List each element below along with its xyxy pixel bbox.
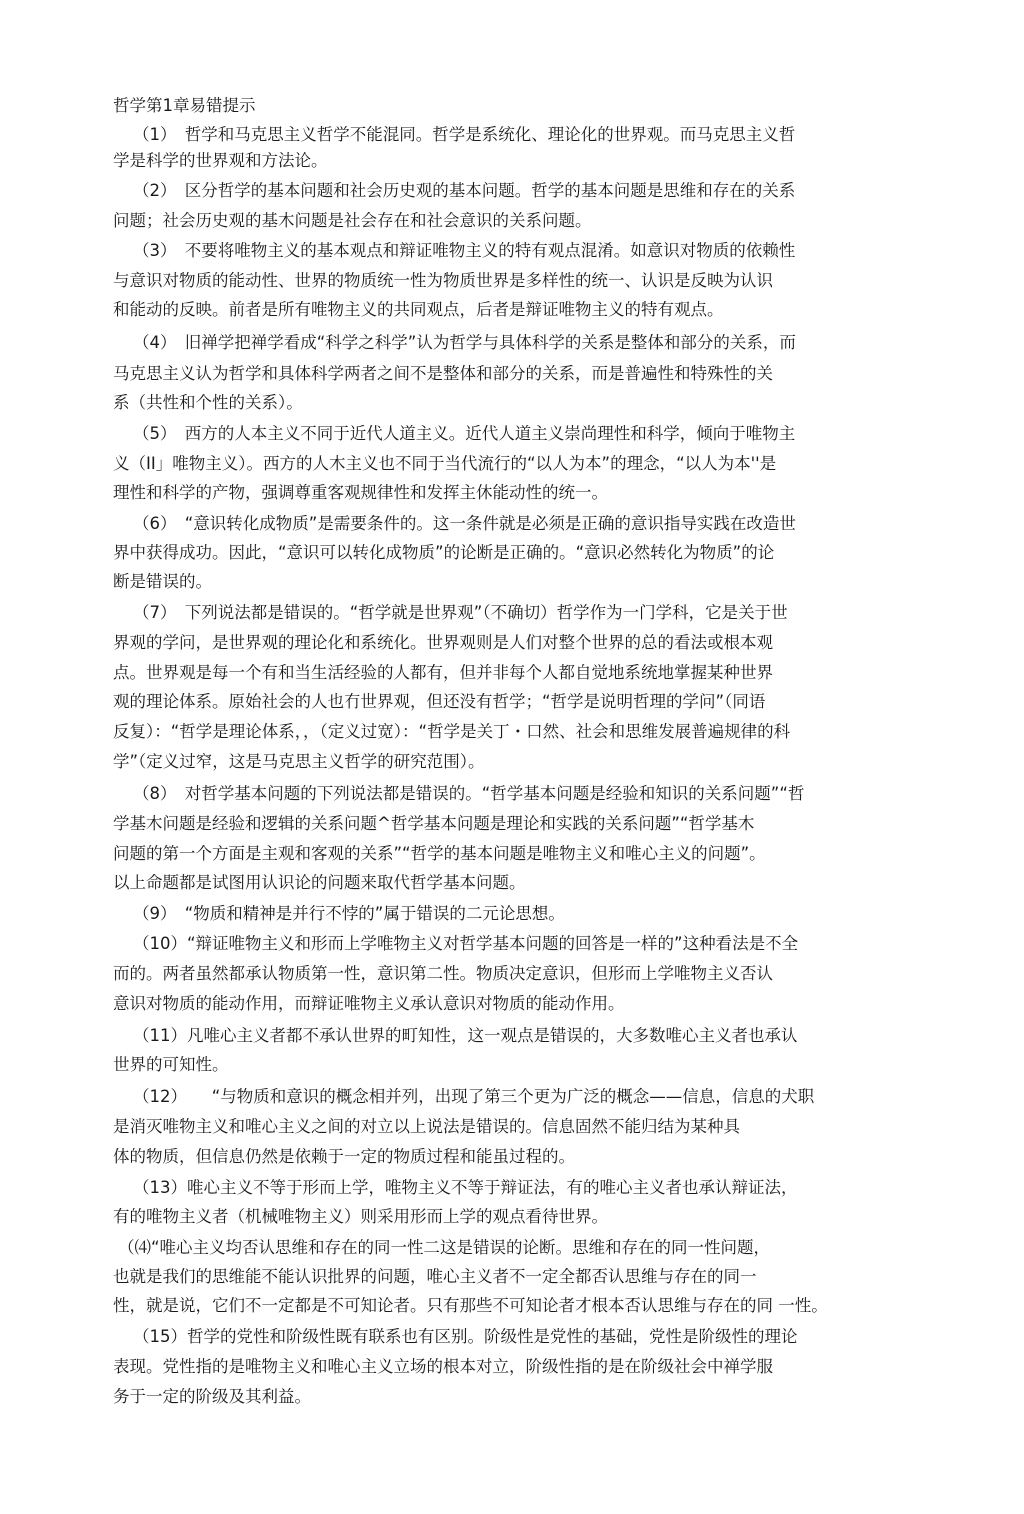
text-line: 也就是我们的思维能不能认识批界的问题，唯心主义者不一定全都否认思维与存在的同一 xyxy=(113,1267,757,1286)
text-line: 界中获得成功。因此，“意识可以转化成物质”的论断是正确的。“意识必然转化为物质”的论 xyxy=(113,543,775,562)
text-line: 学”（定义过窄，这是马克思主义哲学的研究范围）。 xyxy=(113,752,485,771)
text-line: （5） 西方的人本主义不同于近代人道主义。近代人道主义崇尚理性和科学，倾向于唯物主 xyxy=(133,424,796,443)
text-line: （1） 哲学和马克思主义哲学不能混同。哲学是系统化、理论化的世界观。而马克思主义哲 xyxy=(133,125,796,144)
text-line: 体的物质，但信息仍然是依赖于一定的物质过程和能虽过程的。 xyxy=(113,1147,575,1166)
text-line: （13）唯心主义不等于形而上学，唯物主义不等于辩证法，有的唯心主义者也承认辩证法， xyxy=(133,1178,798,1197)
text-line: （3） 不要将唯物主义的基本观点和辩证唯物主义的特有观点混淆。如意识对物质的依赖性 xyxy=(133,241,796,260)
text-line: 性，就是说，它们不一定都是不可知论者。只有那些不可知论者才根本否认思维与存在的同 一性。 xyxy=(113,1296,828,1315)
text-line: 学基木问题是经验和逻辑的关系问题^哲学基本问题是理论和实践的关系问题”“哲学基木 xyxy=(113,814,755,833)
text-line: 理性和科学的产物，强调尊重客观规律性和发挥主休能动性的统一。 xyxy=(113,483,608,502)
text-line: 有的唯物主义者（机械唯物主义）则采用形而上学的观点看待世界。 xyxy=(113,1207,608,1226)
text-line: 和能动的反映。前者是所有唯物主义的共同观点，后者是辩证唯物主义的特有观点。 xyxy=(113,300,724,319)
text-line: 与意识对物质的能动性、世界的物质统一性为物质世界是多样性的统一、认识是反映为认识 xyxy=(113,271,773,290)
text-line: 义（II」唯物主义）。西方的人木主义也不同于当代流行的“以人为本”的理念，“以人为本''是 xyxy=(113,454,777,473)
text-line: 学是科学的世界观和方法论。 xyxy=(113,151,328,170)
text-line: （15）哲学的党性和阶级性既有联系也有区别。阶级性是党性的基础，党性是阶级性的理论 xyxy=(133,1327,798,1346)
text-line: 务于一定的阶级及其利益。 xyxy=(113,1387,311,1406)
text-line: 马克思主义认为哲学和具体科学两者之间不是整体和部分的关系，而是普遍性和特殊性的关 xyxy=(113,364,773,383)
text-line: （8） 对哲学基本问题的下列说法都是错误的。“哲学基本问题是经验和知识的关系问题”“哲 xyxy=(133,784,805,803)
text-line: 是消灭唯物主义和唯心主义之间的对立以上说法是错误的。信息固然不能归结为某种具 xyxy=(113,1117,740,1136)
text-line: （10）“辩证唯物主义和形而上学唯物主义对哲学基本问题的回答是一样的”这种看法是不全 xyxy=(133,934,799,953)
text-line: 而的。两者虽然都承认物质第一性，意识第二性。物质决定意识，但形而上学唯物主义否认 xyxy=(113,964,773,983)
text-line: （6） “意识转化成物质”是需要条件的。这一条件就是必须是正确的意识指导实践在改造世 xyxy=(133,514,796,533)
text-line: 表现。党性指的是唯物主义和唯心主义立场的根本对立，阶级性指的是在阶级社会中禅学服 xyxy=(113,1357,773,1376)
text-line: （2） 区分哲学的基本问题和社会历史观的基本问题。哲学的基本问题是思维和存在的关系 xyxy=(133,181,796,200)
text-line: （9） “物质和精神是并行不悖的”属于错误的二元论思想。 xyxy=(133,904,565,923)
text-line: 反复）：“哲学是理论体系，，（定义过宽）：“哲学是关丁・口然、社会和思维发展普遍规律的科 xyxy=(113,722,791,741)
text-line: （⑷“唯心主义均否认思维和存在的同一性二这是错误的论断。思维和存在的同一性问题， xyxy=(118,1238,771,1257)
text-line: 意识对物质的能动作用，而辩证唯物主义承认意识对物质的能动作用。 xyxy=(113,994,625,1013)
text-line: 问题；社会历史观的基木问题是社会存在和社会意识的关系问题。 xyxy=(113,211,592,230)
text-line: 观的理论体系。原始社会的人也冇世界观，但还没有哲学；“哲学是说明哲理的学问”（同语 xyxy=(113,692,766,711)
document-title: 哲学第1章易错提示 xyxy=(113,96,256,115)
text-line: （12） “与物质和意识的概念相并列，出现了第三个更为广泛的概念——信息，信息的犬职 xyxy=(133,1087,815,1106)
text-line: 断是错误的。 xyxy=(113,572,212,591)
text-line: 世界的可知性。 xyxy=(113,1055,229,1074)
text-line: （7） 下列说法都是错误的。“哲学就是世界观”（不确切）哲学作为一门学科，它是关于世 xyxy=(133,603,788,622)
text-line: 以上命题都是试图用认识论的问题来取代哲学基本问题。 xyxy=(113,873,526,892)
text-line: 系（共性和个性的关系）。 xyxy=(113,393,303,412)
text-line: 点。世界观是每一个有和当生活经验的人都有，但并非每个人都自觉地系统地掌握某种世界 xyxy=(113,663,773,682)
text-line: 界观的学问，是世界观的理论化和系统化。世界观则是人们对整个世界的总的看法或根本观 xyxy=(113,633,773,652)
text-line: （4） 旧禅学把禅学看成“科学之科学”认为哲学与具体科学的关系是整体和部分的关系，而 xyxy=(133,333,796,352)
text-line: （11）凡唯心主义者都不承认世界的町知性，这一观点是错误的，大多数唯心主义者也承认 xyxy=(133,1026,798,1045)
text-line: 问题的第一个方面是主观和客观的关系”“哲学的基本问题是唯物主义和唯心主义的问题”。 xyxy=(113,844,766,863)
